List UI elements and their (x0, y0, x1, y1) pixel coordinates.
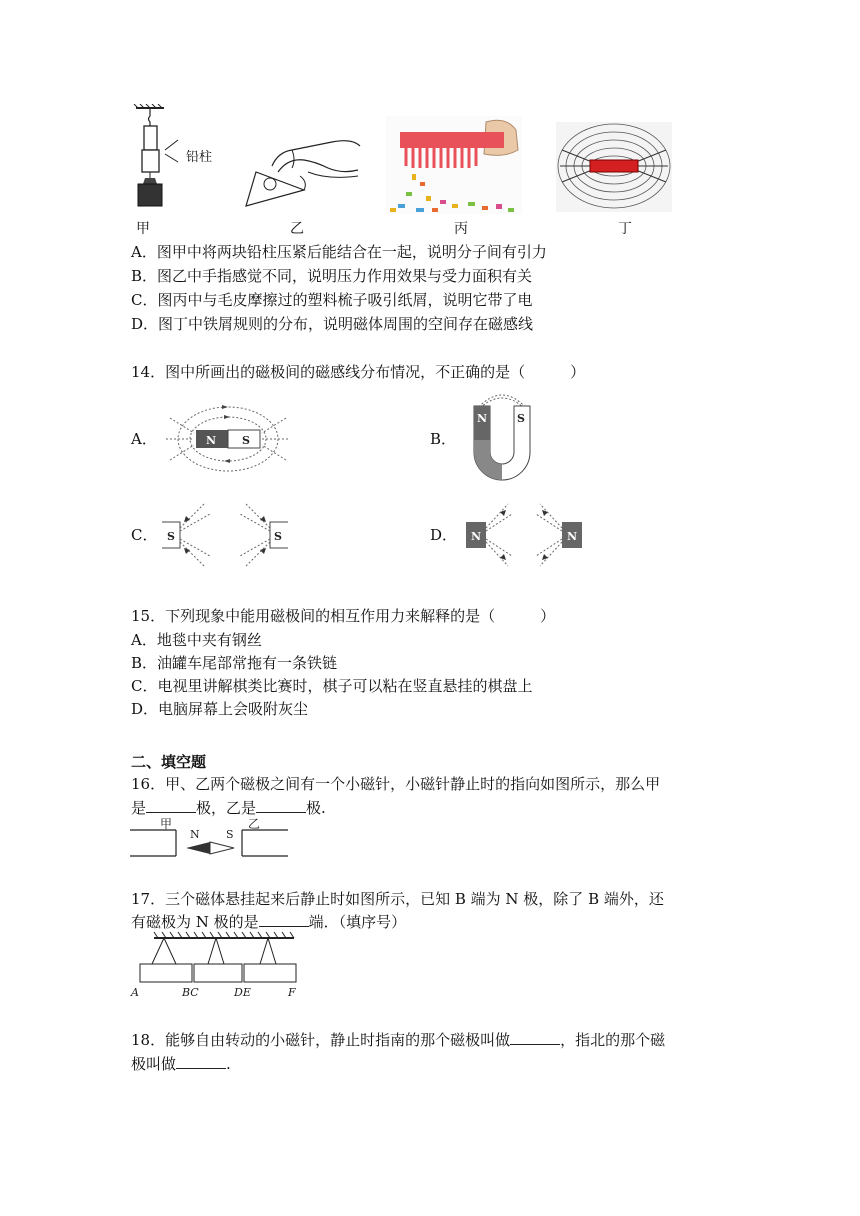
q16-line1: 16．甲、乙两个磁极之间有一个小磁针，小磁针静止时的指向如图所示，那么甲 (131, 775, 661, 793)
q14-label-c: C． (131, 526, 158, 544)
q14-label-a: A． (131, 430, 157, 448)
q18-blank-1 (510, 1030, 560, 1045)
q18-text-c: 极叫做 (131, 1055, 177, 1073)
q17-label-a: A (131, 986, 139, 999)
q14-stem: 14．图中所画出的磁极间的磁感线分布情况，不正确的是（ ） (131, 363, 586, 381)
q14-figure-b (464, 390, 544, 494)
caption-bing: 丙 (454, 221, 468, 237)
q16-blank-2 (256, 798, 306, 813)
q18-line2 (131, 1054, 231, 1074)
caption-yi: 乙 (290, 221, 304, 237)
figure-jia (128, 104, 228, 216)
q14-c-right-label: S (274, 530, 282, 543)
q13-option-c: C．图丙中与毛皮摩擦过的塑料梳子吸引纸屑，说明它带了电 (131, 291, 533, 309)
q16-blank-1 (146, 798, 196, 813)
q14-b-n-label: N (477, 412, 488, 425)
q18-blank-2 (176, 1054, 226, 1069)
label-zhu: 铅柱 (186, 150, 213, 165)
q16-text-b: 极，乙是 (196, 799, 257, 817)
q16-fig-jia: 甲 (160, 817, 173, 831)
q14-b-s-label: S (517, 412, 525, 425)
q18-text-d: . (226, 1055, 231, 1073)
q17-label-f: F (288, 986, 296, 999)
q14-a-n-label: N (206, 434, 217, 447)
q18-text-a: 18．能够自由转动的小磁针，静止时指南的那个磁极叫做 (131, 1031, 511, 1049)
q14-a-s-label: S (242, 434, 250, 447)
q14-figure-a (164, 400, 292, 478)
section-title: 二、填空题 (131, 753, 207, 771)
q17-line1: 17．三个磁体悬挂起来后静止时如图所示，已知 B 端为 N 极，除了 B 端外，还 (131, 890, 664, 908)
q14-figure-d (464, 498, 584, 572)
q14-figure-c (160, 498, 290, 572)
q16-text-a: 是 (131, 799, 147, 817)
q16-fig-s: S (226, 828, 234, 841)
q17-label-de: DE (234, 986, 251, 999)
q16-fig-yi: 乙 (248, 817, 261, 831)
q18-line1 (131, 1030, 665, 1050)
q13-option-b: B．图乙中手指感觉不同，说明压力作用效果与受力面积有关 (131, 267, 533, 285)
caption-ding: 丁 (618, 221, 632, 237)
q13-option-d: D．图丁中铁屑规则的分布，说明磁体周围的空间存在磁感线 (131, 315, 534, 333)
figure-yi (238, 126, 362, 212)
q17-blank (259, 912, 309, 927)
q17-label-bc: BC (182, 986, 199, 999)
caption-jia: 甲 (136, 221, 150, 237)
q17-text-a: 有磁极为 N 极的是 (131, 913, 259, 931)
q14-label-b: B． (430, 430, 457, 448)
q16-fig-n: N (190, 828, 200, 841)
q15-option-d: D．电脑屏幕上会吸附灰尘 (131, 700, 309, 718)
q17-text-b: 端．（填序号） (308, 913, 407, 931)
q15-option-c: C．电视里讲解棋类比赛时，棋子可以粘在竖直悬挂的棋盘上 (131, 677, 533, 695)
q15-option-b: B．油罐车尾部常拖有一条铁链 (131, 654, 338, 672)
q16-text-c: 极. (306, 799, 326, 817)
figure-ding (556, 122, 672, 212)
q15-stem: 15．下列现象中能用磁极间的相互作用力来解释的是（ ） (131, 607, 556, 625)
q17-figure (128, 930, 300, 1002)
q17-line2 (131, 912, 406, 932)
q14-d-left-label: N (471, 530, 482, 543)
q16-line2 (131, 798, 326, 818)
q18-text-b: ，指北的那个磁 (560, 1031, 666, 1049)
q15-option-a: A．地毯中夹有钢丝 (131, 631, 262, 649)
q13-option-a: A．图甲中将两块铅柱压紧后能结合在一起，说明分子间有引力 (131, 243, 547, 261)
q14-c-left-label: S (167, 530, 175, 543)
q14-label-d: D． (430, 526, 458, 544)
figure-bing (386, 116, 522, 214)
q14-d-right-label: N (567, 530, 578, 543)
q16-figure (130, 816, 292, 860)
